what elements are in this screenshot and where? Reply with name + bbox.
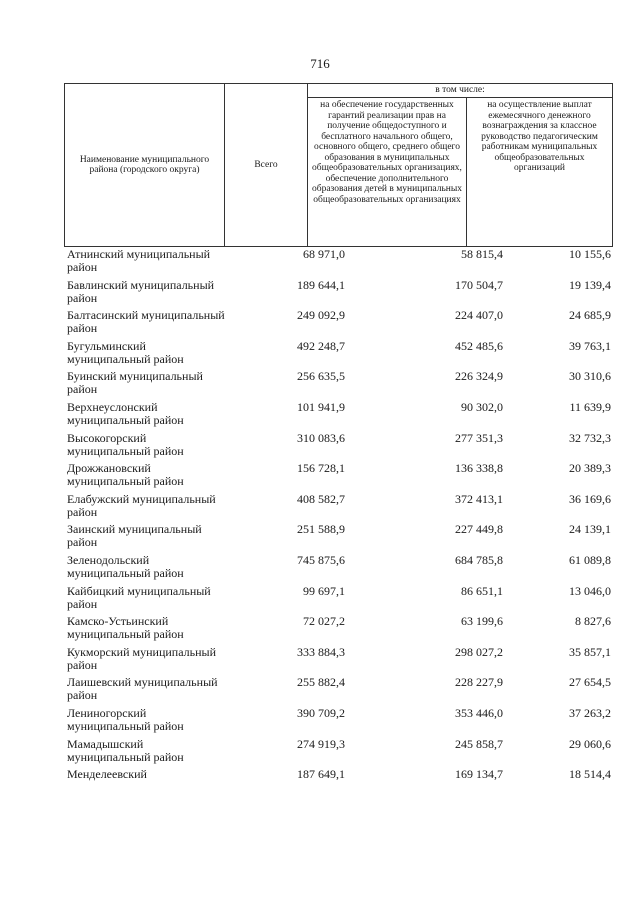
education-cell: 228 227,9 bbox=[455, 675, 503, 690]
total-cell: 333 884,3 bbox=[297, 644, 345, 659]
table-row bbox=[64, 646, 614, 677]
total-cell: 187 649,1 bbox=[297, 767, 345, 782]
table-header bbox=[64, 83, 613, 247]
district-name-cell: Кукморский муниципальный район bbox=[67, 644, 217, 672]
table-row bbox=[64, 309, 614, 340]
district-name-cell: Мамадышский муниципальный район bbox=[67, 736, 184, 764]
total-cell: 255 882,4 bbox=[297, 675, 345, 690]
table-row bbox=[64, 370, 614, 401]
education-cell: 353 446,0 bbox=[455, 705, 503, 720]
education-cell: 170 504,7 bbox=[455, 277, 503, 292]
district-name-cell: Кайбицкий муниципальный район bbox=[67, 583, 211, 611]
total-cell: 68 971,0 bbox=[303, 247, 345, 261]
district-name-cell: Атнинский муниципальный район bbox=[67, 247, 211, 274]
payments-cell: 24 139,1 bbox=[569, 522, 611, 537]
table-row bbox=[64, 493, 614, 524]
total-cell: 249 092,9 bbox=[297, 308, 345, 323]
payments-cell: 13 046,0 bbox=[569, 583, 611, 598]
education-cell: 136 338,8 bbox=[455, 461, 503, 476]
payments-cell: 32 732,3 bbox=[569, 430, 611, 445]
table-body bbox=[64, 248, 614, 799]
district-name-cell: Дрожжановский муниципальный район bbox=[67, 461, 184, 489]
total-cell: 251 588,9 bbox=[297, 522, 345, 537]
payments-cell: 37 263,2 bbox=[569, 705, 611, 720]
education-cell: 227 449,8 bbox=[455, 522, 503, 537]
education-cell: 684 785,8 bbox=[455, 552, 503, 567]
education-cell: 86 651,1 bbox=[461, 583, 503, 598]
education-cell: 298 027,2 bbox=[455, 644, 503, 659]
table-row bbox=[64, 768, 614, 799]
total-cell: 256 635,5 bbox=[297, 369, 345, 384]
table-row bbox=[64, 462, 614, 493]
district-name-cell: Менделеевский bbox=[67, 767, 147, 782]
district-name-cell: Бугульминский муниципальный район bbox=[67, 338, 184, 366]
district-name-cell: Камско-Устьинский муниципальный район bbox=[67, 614, 184, 642]
total-cell: 72 027,2 bbox=[303, 614, 345, 629]
total-cell: 156 728,1 bbox=[297, 461, 345, 476]
payments-cell: 20 389,3 bbox=[569, 461, 611, 476]
payments-cell: 8 827,6 bbox=[575, 614, 611, 629]
education-cell: 169 134,7 bbox=[455, 767, 503, 782]
district-name-cell: Верхнеуслонский муниципальный район bbox=[67, 399, 184, 427]
table-row bbox=[64, 615, 614, 646]
total-cell: 408 582,7 bbox=[297, 491, 345, 506]
education-cell: 58 815,4 bbox=[461, 247, 503, 261]
education-cell: 224 407,0 bbox=[455, 308, 503, 323]
education-cell: 63 199,6 bbox=[461, 614, 503, 629]
payments-cell: 24 685,9 bbox=[569, 308, 611, 323]
header-including: в том числе: bbox=[308, 84, 613, 98]
page-number: 716 bbox=[310, 56, 330, 71]
district-name-cell: Зеленодольский муниципальный район bbox=[67, 552, 184, 580]
education-cell: 226 324,9 bbox=[455, 369, 503, 384]
table-row bbox=[64, 340, 614, 371]
table-row bbox=[64, 432, 614, 463]
education-cell: 452 485,6 bbox=[455, 338, 503, 353]
district-name-cell: Заинский муниципальный район bbox=[67, 522, 202, 550]
payments-cell: 18 514,4 bbox=[569, 767, 611, 782]
education-cell: 245 858,7 bbox=[455, 736, 503, 751]
district-name-cell: Лаишевский муниципальный район bbox=[67, 675, 218, 703]
payments-cell: 39 763,1 bbox=[569, 338, 611, 353]
payments-cell: 10 155,6 bbox=[569, 247, 611, 261]
table-row bbox=[64, 738, 614, 769]
header-total: Всего bbox=[225, 84, 308, 247]
header-education: на обеспечение государственных гарантий реализации прав на получение общедоступного и бесплатного начального общего, основного общего, среднего общего образования в муниципальных общеобразовательных организациях, обеспечение дополнительного образования детей в муниципальных общеобразовательных организациях bbox=[308, 98, 467, 247]
total-cell: 101 941,9 bbox=[297, 399, 345, 414]
payments-cell: 11 639,9 bbox=[569, 399, 611, 414]
table-row bbox=[64, 676, 614, 707]
district-name-cell: Балтасинский муниципальный район bbox=[67, 308, 225, 336]
total-cell: 492 248,7 bbox=[297, 338, 345, 353]
table-row bbox=[64, 585, 614, 616]
table-row bbox=[64, 554, 614, 585]
total-cell: 99 697,1 bbox=[303, 583, 345, 598]
education-cell: 372 413,1 bbox=[455, 491, 503, 506]
total-cell: 745 875,6 bbox=[297, 552, 345, 567]
total-cell: 310 083,6 bbox=[297, 430, 345, 445]
payments-cell: 27 654,5 bbox=[569, 675, 611, 690]
header-district-name: Наименование муниципального района (городского округа) bbox=[65, 84, 225, 247]
district-name-cell: Буинский муниципальный район bbox=[67, 369, 203, 397]
total-cell: 390 709,2 bbox=[297, 705, 345, 720]
total-cell: 189 644,1 bbox=[297, 277, 345, 292]
payments-cell: 61 089,8 bbox=[569, 552, 611, 567]
education-cell: 277 351,3 bbox=[455, 430, 503, 445]
table-row bbox=[64, 248, 614, 279]
payments-cell: 29 060,6 bbox=[569, 736, 611, 751]
payments-cell: 19 139,4 bbox=[569, 277, 611, 292]
table-row bbox=[64, 707, 614, 738]
total-cell: 274 919,3 bbox=[297, 736, 345, 751]
table-row bbox=[64, 279, 614, 310]
payments-cell: 30 310,6 bbox=[569, 369, 611, 384]
table-row bbox=[64, 523, 614, 554]
district-name-cell: Лениногорский муниципальный район bbox=[67, 705, 184, 733]
district-name-cell: Елабужский муниципальный район bbox=[67, 491, 216, 519]
header-payments: на осуществление выплат ежемесячного денежного вознаграждения за классное руководство педагогическим работникам муниципальных общеобразовательных организаций bbox=[467, 98, 613, 247]
education-cell: 90 302,0 bbox=[461, 399, 503, 414]
payments-cell: 36 169,6 bbox=[569, 491, 611, 506]
district-name-cell: Бавлинский муниципальный район bbox=[67, 277, 215, 305]
table-row bbox=[64, 401, 614, 432]
district-name-cell: Высокогорский муниципальный район bbox=[67, 430, 184, 458]
payments-cell: 35 857,1 bbox=[569, 644, 611, 659]
